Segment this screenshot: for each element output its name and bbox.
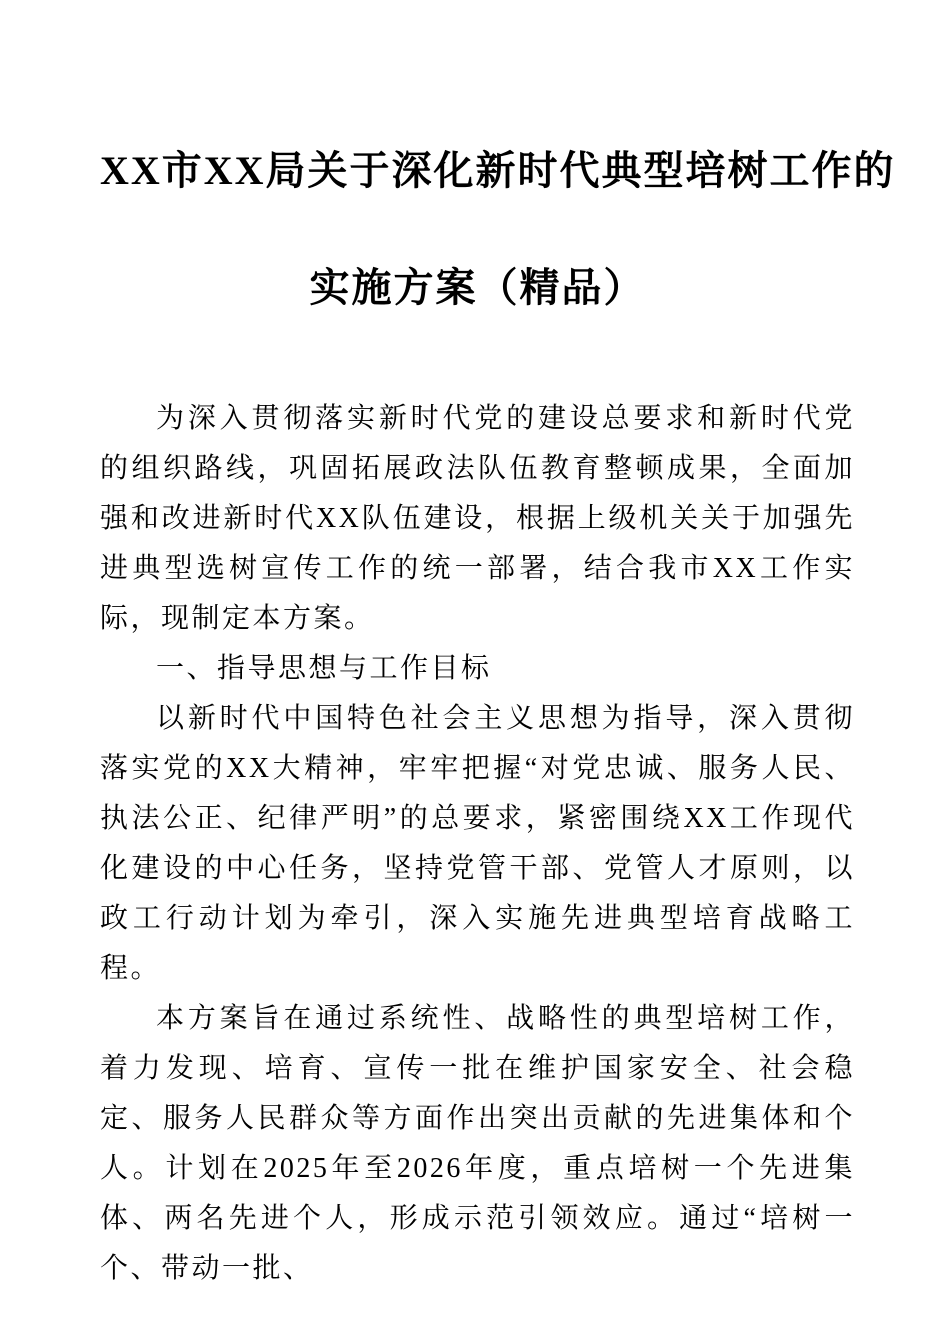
- paragraph-preamble: 为深入贯彻落实新时代党的建设总要求和新时代党的组织路线，巩固拓展政法队伍教育整顿成果，全面加强和改进新时代XX队伍建设，根据上级机关关于加强先进典型选树宣传工作的统一部署，结合我市XX工作实际，现制定本方案。: [100, 403, 855, 634]
- section-heading-guiding-ideology: 一、指导思想与工作目标: [156, 653, 492, 684]
- document-title-line-1: XX市XX局关于深化新时代典型培树工作的: [100, 148, 896, 193]
- document-title: [100, 112, 896, 346]
- paragraph-work-goals: 本方案旨在通过系统性、战略性的典型培树工作，着力发现、培育、宣传一批在维护国家安全、社会稳定、服务人民群众等方面作出突出贡献的先进集体和个人。计划在2025年至2026年度，重点培树一个先进集体、两名先进个人，形成示范引领效应。通过“培树一个、带动一批、: [100, 1003, 855, 1284]
- document-title-line-2: 实施方案（精品）: [309, 265, 646, 310]
- paragraph-guiding-ideology: 以新时代中国特色社会主义思想为指导，深入贯彻落实党的XX大精神，牢牢把握“对党忠诚、服务人民、执法公正、纪律严明”的总要求，紧密围绕XX工作现代化建设的中心任务，坚持党管干部、党管人才原则，以政工行动计划为牵引，深入实施先进典型培育战略工程。: [100, 703, 855, 984]
